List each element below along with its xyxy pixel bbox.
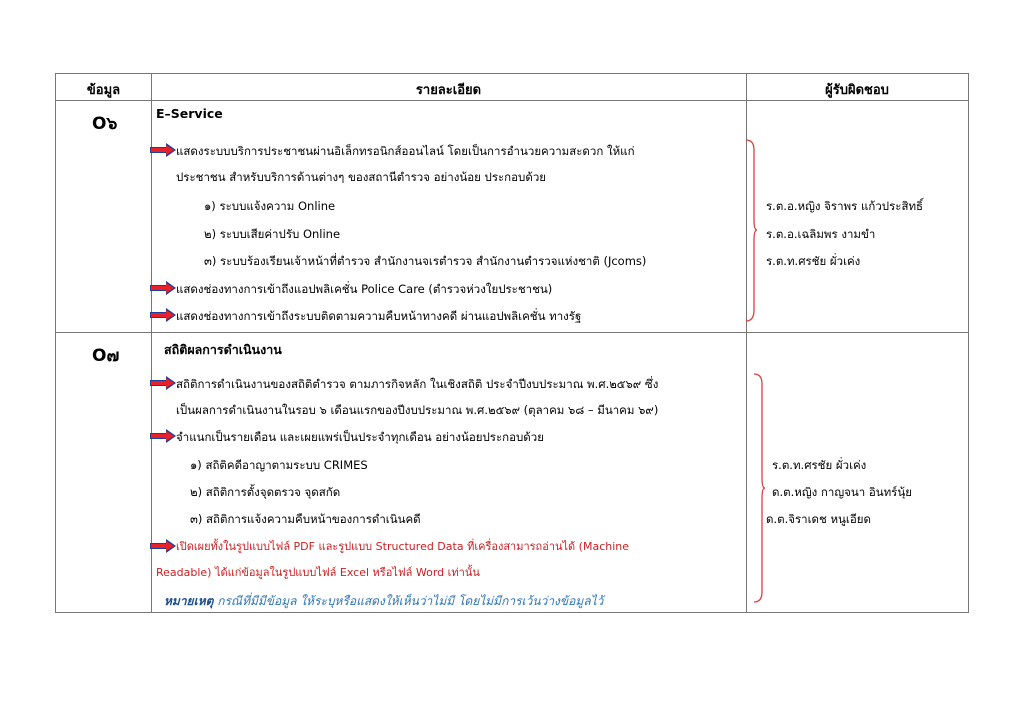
detail-line: แสดงช่องทางการเข้าถึงระบบติดตามความคืบหน้าทางคดี ผ่านแอปพลิเคชั่น ทางรัฐ: [176, 309, 582, 323]
list-item: ๓) ระบบร้องเรียนเจ้าหน้าที่ตำรวจ สำนักงานจเรตำรวจ สำนักงานตำรวจแห่งชาติ (Jcoms): [204, 254, 647, 268]
arrow-bullet-icon: [150, 539, 176, 553]
arrow-bullet-icon: [150, 143, 176, 157]
list-item: ๑) ระบบแจ้งความ Online: [204, 199, 336, 213]
row-divider: [56, 100, 968, 101]
responsible-person: ร.ต.ท.ศรชัย ผั่วเค่ง: [766, 254, 861, 268]
header-responsible: ผู้รับผิดชอบ: [825, 83, 889, 98]
header-data: ข้อมูล: [86, 83, 121, 98]
responsible-person: ร.ต.อ.หญิง จิราพร แก้วประสิทธิ์: [766, 199, 924, 213]
publish-requirement-line: เปิดเผยทั้งในรูปแบบไฟล์ PDF และรูปแบบ Structured Data ที่เครื่องสามารถอ่านได้ (Machine: [176, 540, 630, 553]
section-title: E–Service: [156, 106, 223, 121]
detail-line: สถิติการดำเนินงานของสถิติตำรวจ ตามภารกิจหลัก ในเชิงสถิติ ประจำปีงบประมาณ พ.ศ.๒๕๖๙ ซึ่ง: [176, 377, 659, 391]
responsible-person: ด.ต.หญิง กาญจนา อินทร์นุ้ย: [772, 485, 912, 499]
remark-label: หมายเหตุ: [164, 594, 214, 608]
row-number: O๗: [92, 346, 120, 366]
responsible-person: ร.ต.อ.เฉลิมพร งามขำ: [766, 227, 876, 241]
arrow-bullet-icon: [150, 281, 176, 295]
list-item: ๓) สถิติการแจ้งความคืบหน้าของการดำเนินคดี: [190, 512, 421, 526]
header-detail: รายละเอียด: [415, 83, 482, 98]
right-brace-icon: [744, 138, 758, 323]
detail-line: จำแนกเป็นรายเดือน และเผยแพร่เป็นประจำทุกเดือน อย่างน้อยประกอบด้วย: [176, 430, 544, 444]
responsible-person: ร.ต.ท.ศรชัย ผั่วเค่ง: [772, 458, 867, 472]
detail-line: แสดงช่องทางการเข้าถึงแอปพลิเคชั่น Police Care (ตำรวจห่วงใยประชาชน): [176, 282, 553, 296]
arrow-bullet-icon: [150, 429, 176, 443]
row-number: O๖: [92, 114, 118, 134]
row-divider: [56, 332, 968, 333]
detail-line: แสดงระบบบริการประชาชนผ่านอิเล็กทรอนิกส์ออนไลน์ โดยเป็นการอำนวยความสะดวก ให้แก่: [176, 144, 635, 158]
publish-requirement-line: Readable) ได้แก่ข้อมูลในรูปแบบไฟล์ Excel หรือไฟล์ Word เท่านั้น: [156, 566, 480, 579]
detail-line: ประชาชน สำหรับบริการด้านต่างๆ ของสถานีตำรวจ อย่างน้อย ประกอบด้วย: [176, 170, 547, 184]
section-title: สถิติผลการดำเนินงาน: [164, 342, 282, 357]
detail-line: เป็นผลการดำเนินงานในรอบ ๖ เดือนแรกของปีงบประมาณ พ.ศ.๒๕๖๙ (ตุลาคม ๖๘ – มีนาคม ๖๙): [176, 403, 659, 417]
remark-note: [164, 592, 603, 611]
right-brace-icon: [752, 372, 766, 604]
list-item: ๒) ระบบเสียค่าปรับ Online: [204, 227, 341, 241]
arrow-bullet-icon: [150, 308, 176, 322]
list-item: ๑) สถิติคดีอาญาตามระบบ CRIMES: [190, 458, 368, 472]
remark-text: กรณีที่มีมีข้อมูล ให้ระบุหรือแสดงให้เห็นว่าไม่มี โดยไม่มีการเว้นว่างข้อมูลไว้: [213, 594, 604, 608]
list-item: ๒) สถิติการตั้งจุดตรวจ จุดสกัด: [190, 485, 341, 499]
arrow-bullet-icon: [150, 376, 176, 390]
responsible-person: ด.ต.จิราเดช หนูเอียด: [766, 512, 871, 526]
